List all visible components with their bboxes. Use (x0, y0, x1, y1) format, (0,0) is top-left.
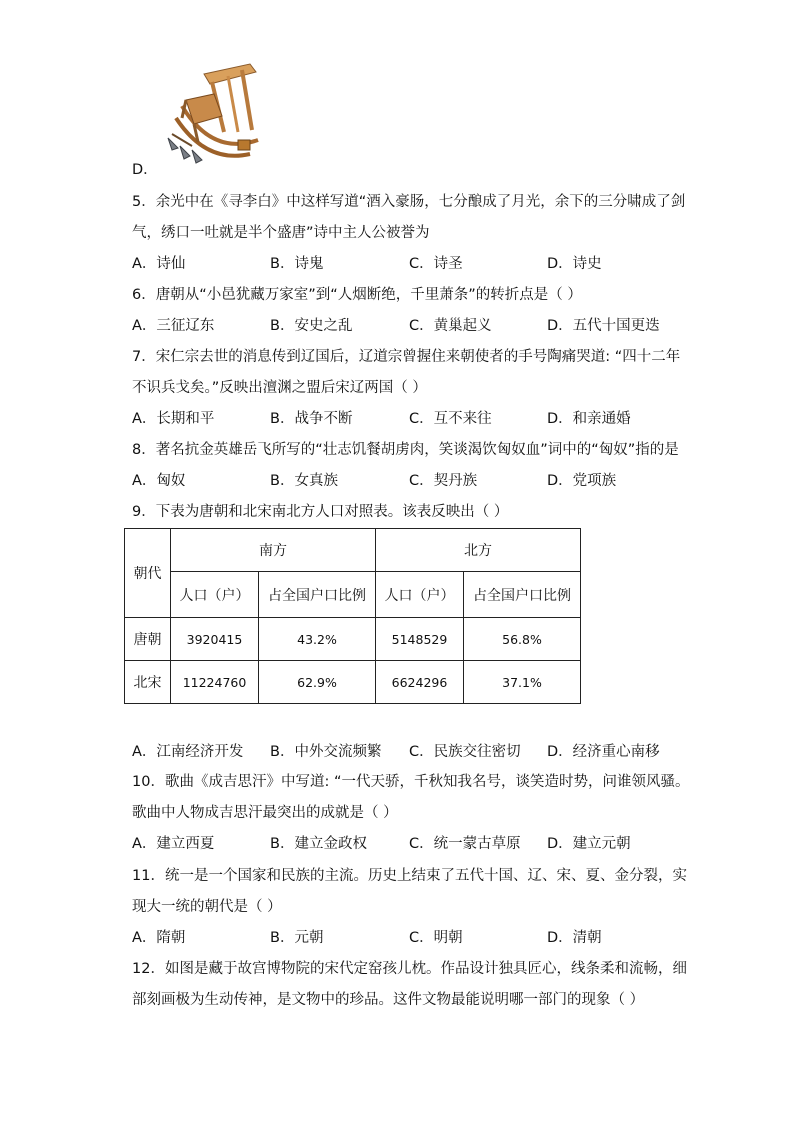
table-row (125, 618, 581, 661)
q7-option-d[interactable]: D．和亲通婚 (547, 411, 631, 427)
q7-stem-line1: 7．宋仁宗去世的消息传到辽国后，辽道宗曾握住来朝使者的手号陶痛哭道: “四十二年 (132, 349, 681, 365)
table-header-row-1 (125, 529, 581, 572)
q8-option-b[interactable]: B．女真族 (270, 473, 338, 489)
q10-option-c[interactable]: C．统一蒙古草原 (409, 836, 521, 852)
row-north-pop: 5148529 (376, 618, 464, 661)
q5-option-c[interactable]: C．诗圣 (409, 256, 463, 272)
q8-option-d[interactable]: D．党项族 (547, 473, 617, 489)
q8-option-c[interactable]: C．契丹族 (409, 473, 478, 489)
q11-stem-line2: 现大一统的朝代是（ ） (132, 899, 282, 915)
q6-option-d[interactable]: D．五代十国更迭 (547, 318, 660, 334)
q12-stem-line2: 部刻画极为生动传神，是文物中的珍品。这件文物最能说明哪一部门的现象（ ） (132, 992, 645, 1008)
q6-option-a[interactable]: A．三征辽东 (132, 318, 215, 334)
q6-stem-line1: 6．唐朝从“小邑犹藏万家室”到“人烟断绝，千里萧条”的转折点是（ ） (132, 287, 582, 303)
header-north-ratio: 占全国户口比例 (464, 572, 581, 618)
q5-option-a[interactable]: A．诗仙 (132, 256, 186, 272)
q9-stem-line1: 9．下表为唐朝和北宋南北方人口对照表。该表反映出（ ） (132, 504, 509, 520)
q7-option-b[interactable]: B．战争不断 (270, 411, 353, 427)
row-dynasty: 北宋 (125, 661, 171, 704)
q5-option-b[interactable]: B．诗鬼 (270, 256, 324, 272)
table-header-row-2 (125, 572, 581, 618)
q9-option-a[interactable]: A．江南经济开发 (132, 744, 244, 760)
q8-option-a[interactable]: A．匈奴 (132, 473, 186, 489)
header-north: 北方 (376, 529, 581, 572)
q9-option-d[interactable]: D．经济重心南移 (547, 744, 660, 760)
option-d-label: D． (132, 162, 158, 178)
row-south-ratio: 62.9% (259, 661, 376, 704)
q6-option-c[interactable]: C．黄巢起义 (409, 318, 492, 334)
header-south-ratio: 占全国户口比例 (259, 572, 376, 618)
q7-stem-line2: 不识兵戈矣。”反映出澶渊之盟后宋辽两国（ ） (132, 380, 427, 396)
row-north-pop: 6624296 (376, 661, 464, 704)
q9-option-c[interactable]: C．民族交往密切 (409, 744, 521, 760)
header-south-pop: 人口（户） (171, 572, 259, 618)
q5-stem-line2: 气，绣口一吐就是半个盛唐”诗中主人公被誉为 (132, 225, 430, 241)
q11-option-a[interactable]: A．隋朝 (132, 930, 186, 946)
q10-stem-line2: 歌曲中人物成吉思汗最突出的成就是（ ） (132, 805, 398, 821)
q6-option-b[interactable]: B．安史之乱 (270, 318, 353, 334)
q11-option-c[interactable]: C．明朝 (409, 930, 463, 946)
option-d-illustration (152, 60, 272, 168)
q10-option-d[interactable]: D．建立元朝 (547, 836, 631, 852)
row-south-ratio: 43.2% (259, 618, 376, 661)
q11-stem-line1: 11．统一是一个国家和民族的主流。历史上结束了五代十国、辽、宋、夏、金分裂，实 (132, 868, 687, 884)
q7-option-c[interactable]: C．互不来往 (409, 411, 492, 427)
q12-stem-line1: 12．如图是藏于故宫博物院的宋代定窑孩儿枕。作品设计独具匠心，线条柔和流畅，细 (132, 961, 687, 977)
row-north-ratio: 37.1% (464, 661, 581, 704)
row-dynasty: 唐朝 (125, 618, 171, 661)
header-south: 南方 (171, 529, 376, 572)
q11-option-b[interactable]: B．元朝 (270, 930, 324, 946)
q7-option-a[interactable]: A．长期和平 (132, 411, 215, 427)
row-south-pop: 11224760 (171, 661, 259, 704)
q10-stem-line1: 10．歌曲《成吉思汗》中写道: “一代天骄，千秋知我名号，谈笑造时势，问谁领风骚。 (132, 774, 690, 790)
q9-option-b[interactable]: B．中外交流频繁 (270, 744, 382, 760)
q10-option-a[interactable]: A．建立西夏 (132, 836, 215, 852)
header-north-pop: 人口（户） (376, 572, 464, 618)
q11-option-d[interactable]: D．清朝 (547, 930, 602, 946)
q10-option-b[interactable]: B．建立金政权 (270, 836, 367, 852)
q5-stem-line1: 5．余光中在《寻李白》中这样写道“酒入豪肠，七分酿成了月光，余下的三分啸成了剑 (132, 194, 686, 210)
population-table (124, 528, 581, 704)
row-south-pop: 3920415 (171, 618, 259, 661)
wooden-frame-image (168, 64, 258, 163)
q5-option-d[interactable]: D．诗史 (547, 256, 602, 272)
table-row (125, 661, 581, 704)
q8-stem-line1: 8．著名抗金英雄岳飞所写的“壮志饥餐胡虏肉，笑谈渴饮匈奴血”词中的“匈奴”指的是 (132, 442, 679, 458)
header-dynasty: 朝代 (125, 529, 171, 618)
row-north-ratio: 56.8% (464, 618, 581, 661)
